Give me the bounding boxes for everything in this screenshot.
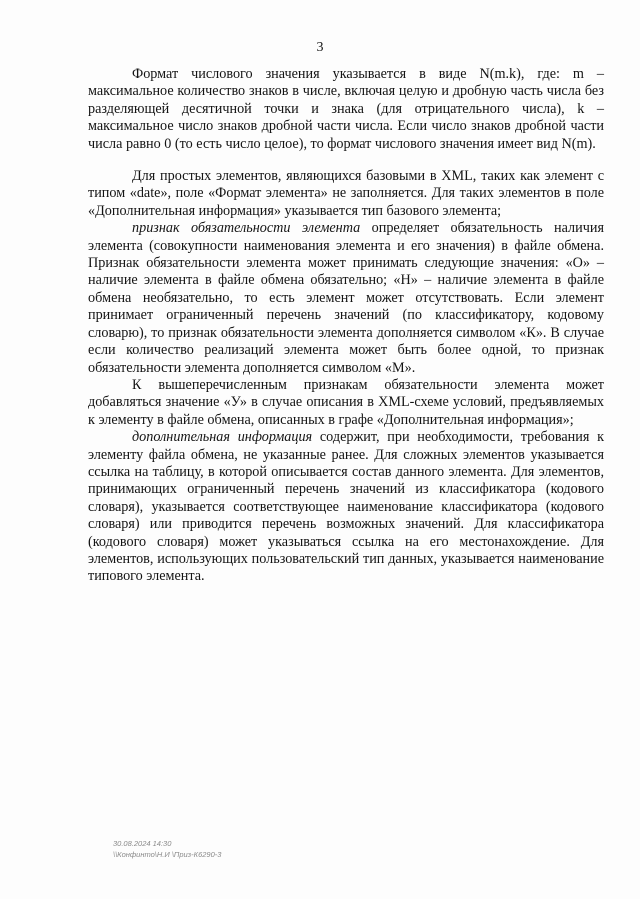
- paragraph-text: Для простых элементов, являющихся базовыми в XML, таких как элемент с типом «date», поле «Формат элемента» не заполняется. Для таких элементов в поле «Дополнительная информация» указывается тип базового элемента;: [88, 168, 604, 219]
- print-footer: [113, 838, 221, 860]
- term-additional-info: дополнительная информация: [132, 429, 313, 446]
- paragraph-text: определяет обязательность наличия элемента (совокупности наименования элемента и его значения) в файле обмена. Признак обязательности элемента может принимать следующие значения: «О» – наличие элемента в файле обмена обязательно; «Н» – наличие элемента в файле обмена необязательно, то есть элемент может отсутствовать. Если элемент принимает ограниченный перечень значений (по классификатору, кодовому словарю), то признак обязательности элемента дополняется символом «К». В случае если количество реализаций элемента может быть более одной, то признак обязательности элемента дополняется символом «М».: [88, 220, 604, 376]
- paragraph-additional-info: [88, 429, 604, 586]
- paragraph-text: К вышеперечисленным признакам обязательности элемента может добавляться значение «У» в случае описания в XML-схеме условий, предъявляемых к элементу в файле обмена, описанных в графе «Дополнительная информация»;: [88, 376, 604, 428]
- paragraph-text: Формат числового значения указывается в виде N(m.k), где: m – максимальное количество знаков в числе, включая целую и дробную часть числа без разделяющей десятичной точки и знака (для отрицательного числа), k – максимальное число знаков дробной части числа. Если число знаков дробной части числа равно 0 (то есть число целое), то формат числового значения имеет вид N(m).: [88, 66, 604, 152]
- paragraph-text: содержит, при необходимости, требования к элементу файла обмена, не указанные ранее. Для сложных элементов указывается ссылка на таблицу, в которой описывается состав данного элемента. Для элементов, принимающих ограниченный перечень значений из классификатора (кодового словаря), указывается соответствующее наименование классификатора (кодового словаря) или приводится перечень возможных значений. Для классификатора (кодового словаря) может указываться ссылка на его местонахождение. Для элементов, использующих пользовательский тип данных, указывается наименование типового элемента.: [88, 429, 604, 585]
- paragraph-conditional-value: [88, 377, 604, 429]
- file-path: \\Конфинто\Н.И \Приз-К6290-3: [113, 850, 222, 859]
- page-number: 3: [316, 40, 324, 55]
- paragraph-numeric-format: [88, 66, 604, 153]
- term-mandatory-attribute: признак обязательности элемента: [132, 220, 361, 237]
- paragraph-mandatory-attribute: [88, 220, 604, 377]
- body-text: [88, 66, 604, 586]
- print-timestamp: 30.08.2024 14:30: [113, 839, 172, 848]
- paragraph-simple-elements: [88, 168, 604, 220]
